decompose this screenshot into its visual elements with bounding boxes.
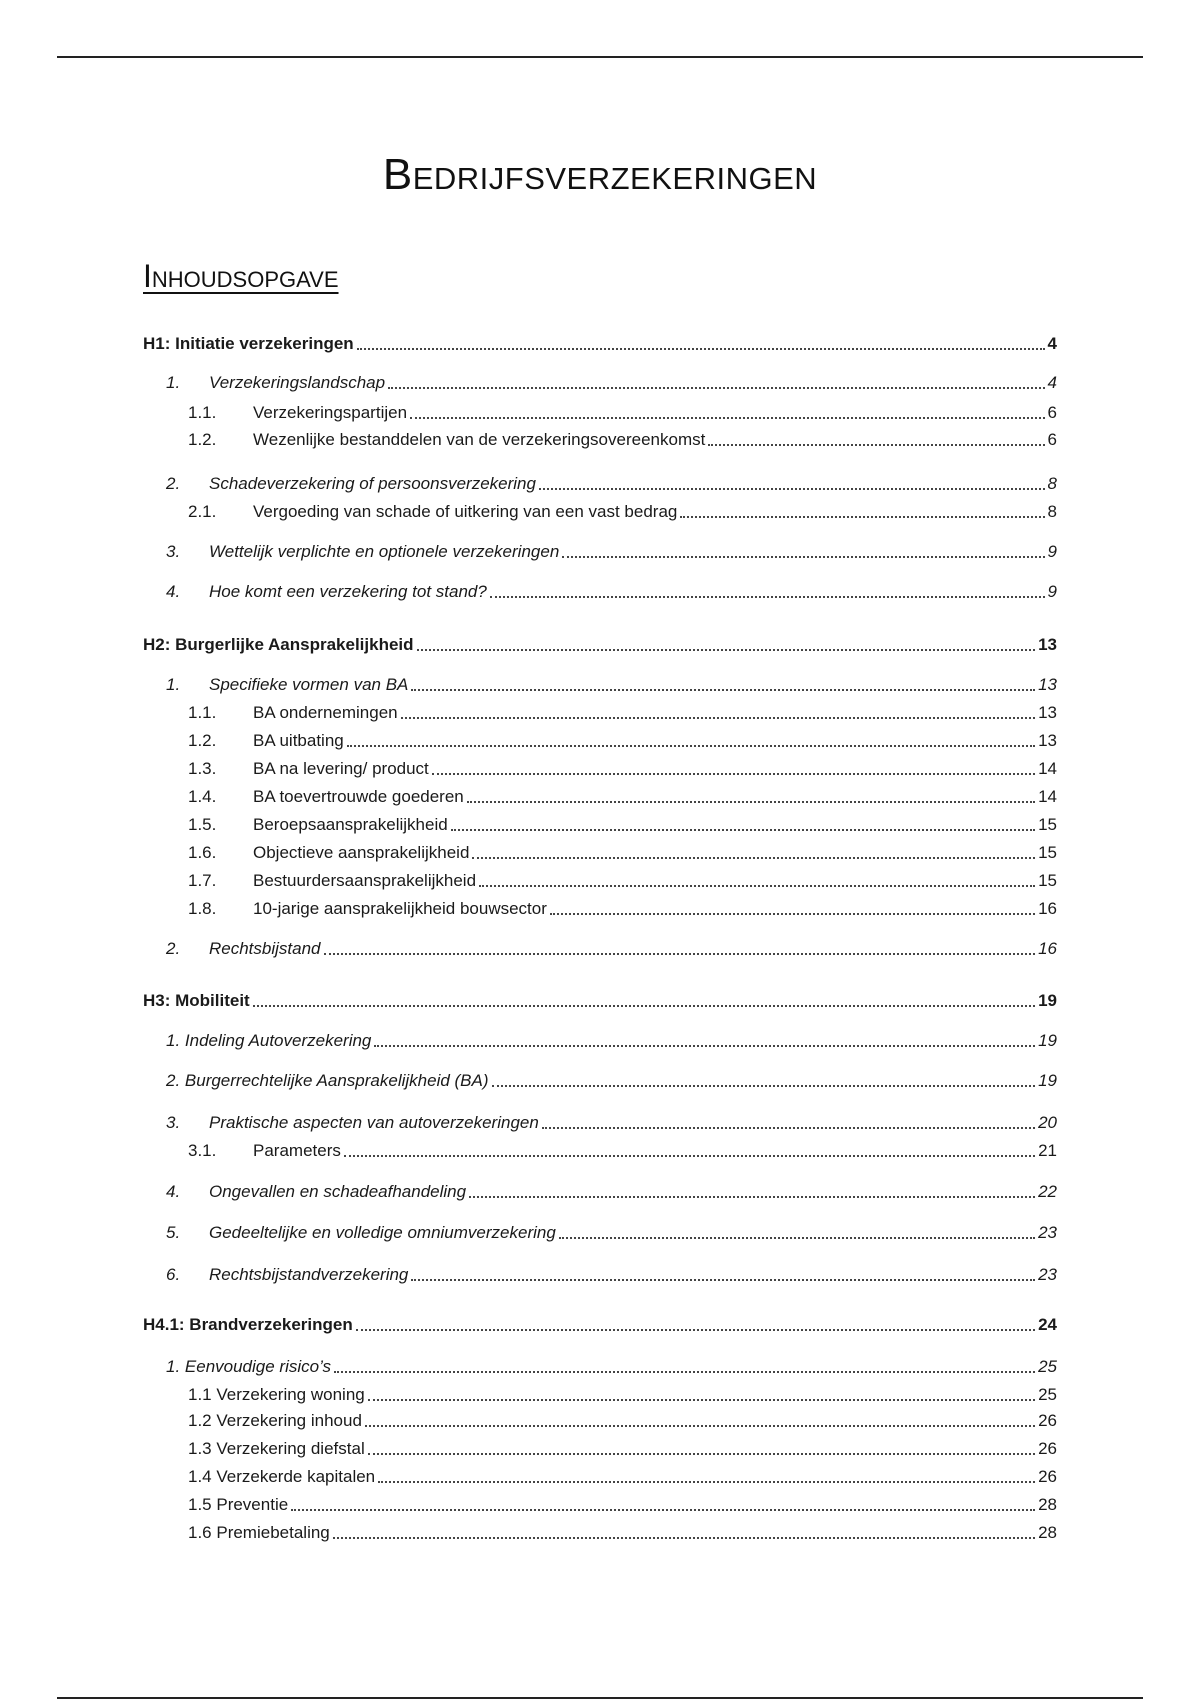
toc-entry[interactable] — [188, 1466, 1057, 1488]
toc-dot-leader — [357, 348, 1045, 350]
toc-dot-leader — [374, 1045, 1035, 1047]
toc-entry-number: 2.1. — [188, 502, 217, 521]
toc-entry-page-number: 24 — [1038, 1315, 1057, 1334]
toc-entry-page-number: 16 — [1038, 939, 1057, 958]
toc-heading: Inhoudsopgave — [143, 258, 339, 294]
toc-entry-page-number: 21 — [1038, 1141, 1057, 1160]
toc-entry-title: BA uitbating — [253, 731, 344, 750]
toc-entry[interactable] — [188, 702, 1057, 724]
toc-entry-title: 1.5 Preventie — [188, 1495, 289, 1514]
toc-entry[interactable] — [166, 1356, 1057, 1378]
toc-entry[interactable] — [188, 429, 1057, 451]
toc-entry-title: 1.4 Verzekerde kapitalen — [188, 1467, 376, 1486]
toc-entry[interactable] — [188, 814, 1057, 836]
toc-entry[interactable] — [188, 1522, 1057, 1544]
toc-entry-title: 1.3 Verzekering diefstal — [188, 1439, 365, 1458]
toc-dot-leader — [378, 1481, 1035, 1483]
toc-entry-page-number: 25 — [1038, 1385, 1057, 1404]
toc-dot-leader — [539, 488, 1045, 490]
toc-entry-page-number: 20 — [1038, 1113, 1057, 1132]
toc-entry-title: 1.2 Verzekering inhoud — [188, 1411, 362, 1430]
toc-entry[interactable] — [188, 842, 1057, 864]
toc-dot-leader — [368, 1399, 1035, 1401]
toc-entry-page-number: 9 — [1047, 542, 1057, 561]
toc-entry-title: H1: Initiatie verzekeringen — [143, 334, 354, 353]
toc-dot-leader — [334, 1371, 1035, 1373]
toc-entry-number: 1.7. — [188, 871, 217, 890]
toc-entry[interactable] — [166, 473, 1057, 495]
toc-dot-leader — [411, 689, 1035, 691]
toc-dot-leader — [479, 885, 1035, 887]
toc-entry[interactable] — [188, 758, 1057, 780]
toc-entry-title: Wezenlijke bestanddelen van de verzekeringsovereenkomst — [253, 430, 706, 449]
toc-dot-leader — [347, 745, 1035, 747]
toc-entry-page-number: 15 — [1038, 871, 1057, 890]
toc-entry-page-number: 8 — [1047, 474, 1057, 493]
toc-entry-page-number: 15 — [1038, 843, 1057, 862]
toc-dot-leader — [467, 801, 1035, 803]
toc-entry-title: 1.1 Verzekering woning — [188, 1385, 365, 1404]
toc-entry-title: Verzekeringslandschap — [209, 373, 386, 392]
toc-entry-title: 1. Eenvoudige risico’s — [166, 1357, 332, 1376]
toc-entry[interactable] — [166, 938, 1057, 960]
toc-entry-number: 2. — [166, 939, 181, 958]
toc-entry-page-number: 28 — [1038, 1523, 1057, 1542]
toc-entry-title: 1.6 Premiebetaling — [188, 1523, 330, 1542]
toc-entry[interactable] — [143, 634, 1057, 656]
toc-entry[interactable] — [188, 870, 1057, 892]
toc-entry-title: Beroepsaansprakelijkheid — [253, 815, 448, 834]
toc-entry[interactable] — [166, 1070, 1057, 1092]
toc-entry-number: 5. — [166, 1223, 181, 1242]
toc-dot-leader — [253, 1005, 1035, 1007]
toc-entry-number: 1.5. — [188, 815, 217, 834]
toc-entry-title: Wettelijk verplichte en optionele verzekeringen — [209, 542, 560, 561]
toc-entry-page-number: 13 — [1038, 731, 1057, 750]
toc-entry-number: 1.2. — [188, 430, 217, 449]
toc-entry-number: 1.8. — [188, 899, 217, 918]
toc-entry-page-number: 25 — [1038, 1357, 1057, 1376]
toc-entry[interactable] — [188, 786, 1057, 808]
toc-entry-title: Verzekeringspartijen — [253, 403, 408, 422]
toc-entry-title: Bestuurdersaansprakelijkheid — [253, 871, 477, 890]
toc-entry-page-number: 16 — [1038, 899, 1057, 918]
toc-dot-leader — [368, 1453, 1035, 1455]
toc-dot-leader — [469, 1196, 1035, 1198]
toc-entry-title: Objectieve aansprakelijkheid — [253, 843, 470, 862]
toc-dot-leader — [410, 417, 1045, 419]
toc-entry-page-number: 23 — [1038, 1223, 1057, 1242]
toc-entry[interactable] — [188, 402, 1057, 424]
toc-entry-title: Rechtsbijstandverzekering — [209, 1265, 409, 1284]
toc-entry-page-number: 19 — [1038, 1031, 1057, 1050]
toc-entry-page-number: 8 — [1047, 502, 1057, 521]
toc-entry-page-number: 13 — [1038, 675, 1057, 694]
toc-dot-leader — [356, 1329, 1035, 1331]
toc-entry-number: 1.3. — [188, 759, 217, 778]
toc-entry-title: Ongevallen en schadeafhandeling — [209, 1182, 467, 1201]
toc-entry-number: 1.1. — [188, 703, 217, 722]
toc-entry-number: 2. — [166, 474, 181, 493]
toc-entry-title: Hoe komt een verzekering tot stand? — [209, 582, 487, 601]
toc-entry-page-number: 19 — [1038, 1071, 1057, 1090]
toc-entry-number: 3. — [166, 542, 181, 561]
toc-dot-leader — [417, 649, 1036, 651]
toc-dot-leader — [291, 1509, 1035, 1511]
toc-entry-page-number: 14 — [1038, 759, 1057, 778]
toc-entry[interactable] — [166, 1030, 1057, 1052]
toc-entry[interactable] — [188, 501, 1057, 523]
toc-entry-title: BA toevertrouwde goederen — [253, 787, 464, 806]
toc-entry-title: Gedeeltelijke en volledige omniumverzekering — [209, 1223, 556, 1242]
toc-entry-number: 3. — [166, 1113, 181, 1132]
toc-entry-number: 1.4. — [188, 787, 217, 806]
toc-dot-leader — [708, 444, 1044, 446]
toc-entry[interactable] — [143, 1314, 1057, 1336]
toc-entry[interactable] — [166, 674, 1057, 696]
toc-entry[interactable] — [166, 1112, 1057, 1134]
toc-entry-title: Specifieke vormen van BA — [209, 675, 409, 694]
toc-entry-number: 1.1. — [188, 403, 217, 422]
toc-entry-page-number: 9 — [1047, 582, 1057, 601]
toc-entry-number: 3.1. — [188, 1141, 217, 1160]
toc-dot-leader — [388, 387, 1044, 389]
toc-entry[interactable] — [188, 1410, 1057, 1432]
toc-entry-title: H2: Burgerlijke Aansprakelijkheid — [143, 635, 414, 654]
toc-entry[interactable] — [166, 581, 1057, 603]
toc-dot-leader — [492, 1085, 1036, 1087]
toc-entry-page-number: 23 — [1038, 1265, 1057, 1284]
toc-entry[interactable] — [188, 1140, 1057, 1162]
toc-entry[interactable] — [188, 1494, 1057, 1516]
toc-entry[interactable] — [143, 990, 1057, 1012]
toc-dot-leader — [344, 1155, 1035, 1157]
toc-entry-number: 6. — [166, 1265, 181, 1284]
toc-entry-page-number: 19 — [1038, 991, 1057, 1010]
toc-entry[interactable] — [166, 1181, 1057, 1203]
toc-dot-leader — [432, 773, 1035, 775]
toc-entry-title: BA na levering/ product — [253, 759, 429, 778]
toc-entry[interactable] — [166, 1264, 1057, 1286]
toc-dot-leader — [559, 1237, 1035, 1239]
toc-entry-page-number: 26 — [1038, 1439, 1057, 1458]
toc-entry-page-number: 13 — [1038, 635, 1057, 654]
toc-entry-title: H3: Mobiliteit — [143, 991, 250, 1010]
toc-dot-leader — [451, 829, 1035, 831]
toc-dot-leader — [550, 913, 1035, 915]
toc-entry-page-number: 4 — [1047, 334, 1057, 353]
toc-entry[interactable] — [188, 1438, 1057, 1460]
toc-entry-number: 1.2. — [188, 731, 217, 750]
toc-entry-title: 1. Indeling Autoverzekering — [166, 1031, 372, 1050]
toc-entry[interactable] — [166, 372, 1057, 394]
toc-dot-leader — [490, 596, 1045, 598]
toc-entry-title: 2. Burgerrechtelijke Aansprakelijkheid (BA) — [166, 1071, 489, 1090]
toc-dot-leader — [411, 1279, 1035, 1281]
toc-dot-leader — [472, 857, 1035, 859]
toc-dot-leader — [680, 516, 1044, 518]
toc-entry[interactable] — [188, 898, 1057, 920]
toc-entry-title: Parameters — [253, 1141, 341, 1160]
toc-entry-number: 1. — [166, 373, 181, 392]
toc-entry-page-number: 6 — [1047, 430, 1057, 449]
toc-entry-number: 1. — [166, 675, 181, 694]
toc-entry-title: Schadeverzekering of persoonsverzekering — [209, 474, 536, 493]
toc-entry-page-number: 26 — [1038, 1467, 1057, 1486]
toc-entry-title: BA ondernemingen — [253, 703, 398, 722]
toc-dot-leader — [562, 556, 1044, 558]
document-title: Bedrijfsverzekeringen — [382, 150, 818, 199]
toc-entry[interactable] — [188, 730, 1057, 752]
toc-dot-leader — [542, 1127, 1035, 1129]
toc-dot-leader — [365, 1425, 1035, 1427]
toc-entry-title: Vergoeding van schade of uitkering van een vast bedrag — [253, 502, 678, 521]
toc-entry-title: Praktische aspecten van autoverzekeringen — [209, 1113, 539, 1132]
toc-entry[interactable] — [143, 333, 1057, 355]
toc-entry-page-number: 4 — [1047, 373, 1057, 392]
toc-entry-page-number: 28 — [1038, 1495, 1057, 1514]
toc-entry-page-number: 13 — [1038, 703, 1057, 722]
toc-entry[interactable] — [188, 1384, 1057, 1406]
toc-dot-leader — [333, 1537, 1035, 1539]
toc-entry-number: 4. — [166, 582, 181, 601]
toc-entry-title: 10-jarige aansprakelijkheid bouwsector — [253, 899, 547, 918]
toc-dot-leader — [401, 717, 1035, 719]
toc-entry-number: 4. — [166, 1182, 181, 1201]
toc-entry[interactable] — [166, 541, 1057, 563]
toc-entry-page-number: 26 — [1038, 1411, 1057, 1430]
footer-rule — [57, 1697, 1143, 1699]
toc-entry-page-number: 15 — [1038, 815, 1057, 834]
toc-entry-title: H4.1: Brandverzekeringen — [143, 1315, 353, 1334]
toc-entry-page-number: 22 — [1038, 1182, 1057, 1201]
toc-entry-page-number: 6 — [1047, 403, 1057, 422]
toc-entry-title: Rechtsbijstand — [209, 939, 321, 958]
toc-entry-number: 1.6. — [188, 843, 217, 862]
toc-entry[interactable] — [166, 1222, 1057, 1244]
toc-dot-leader — [324, 953, 1036, 955]
toc-entry-page-number: 14 — [1038, 787, 1057, 806]
